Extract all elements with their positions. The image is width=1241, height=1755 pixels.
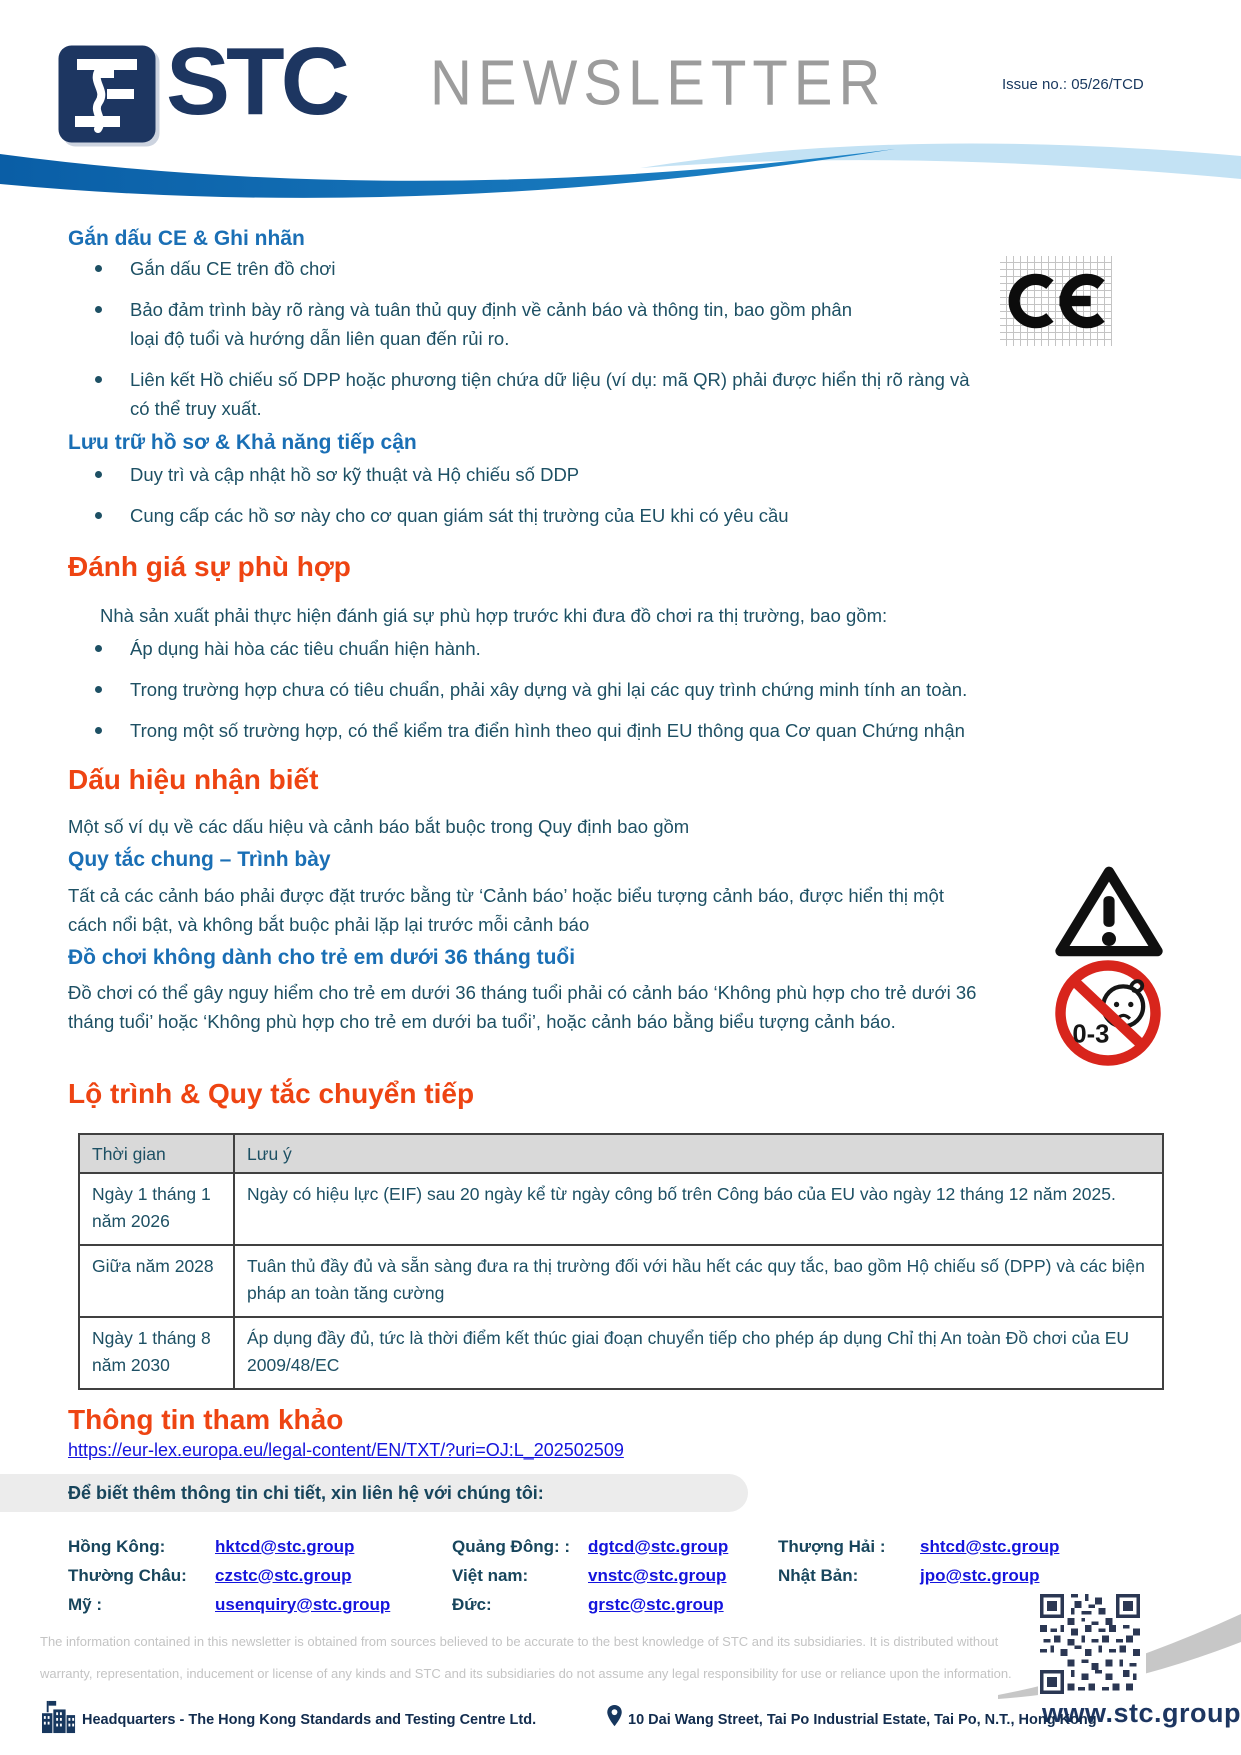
contact-email-link[interactable]: jpo@stc.group: [920, 1565, 1040, 1585]
cell-note: Tuân thủ đầy đủ và sẵn sàng đưa ra thị trường đối với hầu hết các quy tắc, bao gồm Hộ chiếu số (DPP) và các biện pháp an toàn tăng cường: [234, 1245, 1163, 1317]
table-row: [79, 1173, 1163, 1245]
age-0-3-prohibition-icon: [1051, 958, 1165, 1068]
ce-mark-image: [1000, 256, 1112, 346]
contact-email-link[interactable]: czstc@stc.group: [215, 1565, 352, 1585]
table-row: [79, 1317, 1163, 1389]
website-url: www.stc.group: [1042, 1698, 1241, 1728]
qr-code: [1038, 1592, 1146, 1700]
list-item: Gắn dấu CE trên đồ chơi: [68, 254, 868, 283]
eur-lex-link[interactable]: https://eur-lex.europa.eu/legal-content/EN/TXT/?uri=OJ:L_202502509: [68, 1440, 624, 1460]
contact-label: Đức:: [452, 1594, 492, 1614]
stc-logo-text: STC: [166, 28, 346, 135]
headquarters-text: Headquarters - The Hong Kong Standards and Testing Centre Ltd.: [82, 1712, 537, 1728]
building-icon: [40, 1700, 78, 1734]
issue-number: Issue no.: 05/26/TCD: [1002, 76, 1144, 93]
contact-email-link[interactable]: grstc@stc.group: [588, 1594, 724, 1614]
markings-intro: Một số ví dụ về các dấu hiệu và cảnh báo bắt buộc trong Quy định bao gồm: [68, 816, 690, 837]
contact-email-link[interactable]: shtcd@stc.group: [920, 1536, 1060, 1556]
contact-email-link[interactable]: dgtcd@stc.group: [588, 1536, 729, 1556]
section-heading-timeline: Lộ trình & Quy tắc chuyển tiếp: [68, 1078, 475, 1109]
disclaimer-line-2: warranty, representation, inducement or license of any kinds and STC and its subsidiaries do not assume any legal responsibility for use or reliance upon the information.: [40, 1666, 1012, 1681]
cell-time: Ngày 1 tháng 1 năm 2026: [79, 1173, 234, 1245]
section-heading-reference: Thông tin tham khảo: [68, 1404, 344, 1435]
cell-note: Áp dụng đầy đủ, tức là thời điểm kết thúc giai đoạn chuyển tiếp cho phép áp dụng Chỉ thị An toàn Đồ chơi của EU 2009/48/EC: [234, 1317, 1163, 1389]
section-heading-markings: Dấu hiệu nhận biết: [68, 764, 319, 795]
list-item: Bảo đảm trình bày rõ ràng và tuân thủ quy định về cảnh báo và thông tin, bao gồm phân loại độ tuổi và hướng dẫn liên quan đến rủi ro.: [68, 295, 868, 353]
contact-email-link[interactable]: hktcd@stc.group: [215, 1536, 355, 1556]
contact-banner: [0, 1474, 748, 1512]
subheading-age-warning: Đồ chơi không dành cho trẻ em dưới 36 tháng tuổi: [68, 946, 576, 969]
section-heading-conformity: Đánh giá sự phù hợp: [68, 551, 351, 582]
list-item: Trong một số trường hợp, có thể kiểm tra điển hình theo qui định EU thông qua Cơ quan Chứng nhận: [68, 716, 1078, 745]
svg-text:0-3: 0-3: [1072, 1020, 1110, 1049]
timeline-table: [78, 1133, 1164, 1390]
ce-marking-bullets: [68, 254, 970, 435]
wave-divider: [0, 120, 1241, 220]
contact-label: Thường Châu:: [68, 1565, 187, 1585]
conformity-intro: Nhà sản xuất phải thực hiện đánh giá sự phù hợp trước khi đưa đồ chơi ra thị trường, bao gồm:: [100, 605, 888, 626]
list-item: Trong trường hợp chưa có tiêu chuẩn, phải xây dựng và ghi lại các quy trình chứng minh tính an toàn.: [68, 675, 1078, 704]
contact-label: Nhật Bản:: [778, 1565, 859, 1585]
list-item: Liên kết Hồ chiếu số DPP hoặc phương tiện chứa dữ liệu (ví dụ: mã QR) phải được hiển thị rõ ràng và có thể truy xuất.: [68, 365, 990, 423]
contact-email-link[interactable]: vnstc@stc.group: [588, 1565, 727, 1585]
contact-label: Việt nam:: [452, 1565, 529, 1585]
list-item: Duy trì và cập nhật hồ sơ kỹ thuật và Hộ chiếu số DDP: [68, 460, 968, 489]
cell-time: Giữa năm 2028: [79, 1245, 234, 1317]
column-header-note: Lưu ý: [234, 1134, 1163, 1173]
conformity-bullets: [68, 634, 1078, 757]
contact-label: Quảng Đông: :: [452, 1536, 571, 1556]
contact-banner-text: Để biết thêm thông tin chi tiết, xin liên hệ với chúng tôi:: [68, 1482, 544, 1503]
contact-column-3: [778, 1532, 1059, 1590]
list-item: Cung cấp các hồ sơ này cho cơ quan giám sát thị trường của EU khi có yêu cầu: [68, 501, 968, 530]
warning-triangle-icon: [1053, 862, 1165, 960]
address-text: 10 Dai Wang Street, Tai Po Industrial Estate, Tai Po, N.T., Hong Kong: [628, 1712, 1097, 1728]
age-warning-text: Đồ chơi có thể gây nguy hiểm cho trẻ em dưới 36 tháng tuổi phải có cảnh báo ‘Không phù hợp cho trẻ dưới 36 tháng tuổi’ hoặc ‘Không phù hợp cho trẻ em dưới ba tuổi’, hoặc cảnh báo bằng biểu tượng cảnh báo.: [68, 982, 977, 1032]
newsletter-title: NEWSLETTER: [430, 47, 887, 119]
column-header-time: Thời gian: [79, 1134, 234, 1173]
contact-email-link[interactable]: usenquiry@stc.group: [215, 1594, 391, 1614]
disclaimer-line-1: The information contained in this newsletter is obtained from sources believed to be accurate to the best knowledge of STC and its subsidiaries. It is distributed without: [40, 1634, 999, 1649]
cell-time: Ngày 1 tháng 8 năm 2030: [79, 1317, 234, 1389]
table-header-row: [79, 1134, 1163, 1173]
contact-label: Hồng Kông:: [68, 1536, 166, 1556]
table-row: [79, 1245, 1163, 1317]
section-heading-records: Lưu trữ hồ sơ & Khả năng tiếp cận: [68, 431, 417, 454]
contact-column-2: [452, 1532, 728, 1619]
contact-column-1: [68, 1532, 390, 1619]
contact-label: Mỹ :: [68, 1594, 102, 1614]
cell-note: Ngày có hiệu lực (EIF) sau 20 ngày kể từ ngày công bố trên Công báo của EU vào ngày 12 tháng 12 năm 2025.: [234, 1173, 1163, 1245]
location-pin-icon: [606, 1704, 623, 1728]
subheading-general-rules: Quy tắc chung – Trình bày: [68, 848, 331, 871]
records-bullets: [68, 460, 968, 542]
general-rules-text: Tất cả các cảnh báo phải được đặt trước bằng từ ‘Cảnh báo’ hoặc biểu tượng cảnh báo, được hiển thị một cách nổi bật, và không bắt buộc phải lặp lại trước mỗi cảnh báo: [68, 885, 944, 935]
section-heading-ce-marking: Gắn dấu CE & Ghi nhãn: [68, 227, 305, 250]
list-item: Áp dụng hài hòa các tiêu chuẩn hiện hành.: [68, 634, 1078, 663]
contact-label: Thượng Hải :: [778, 1536, 886, 1556]
